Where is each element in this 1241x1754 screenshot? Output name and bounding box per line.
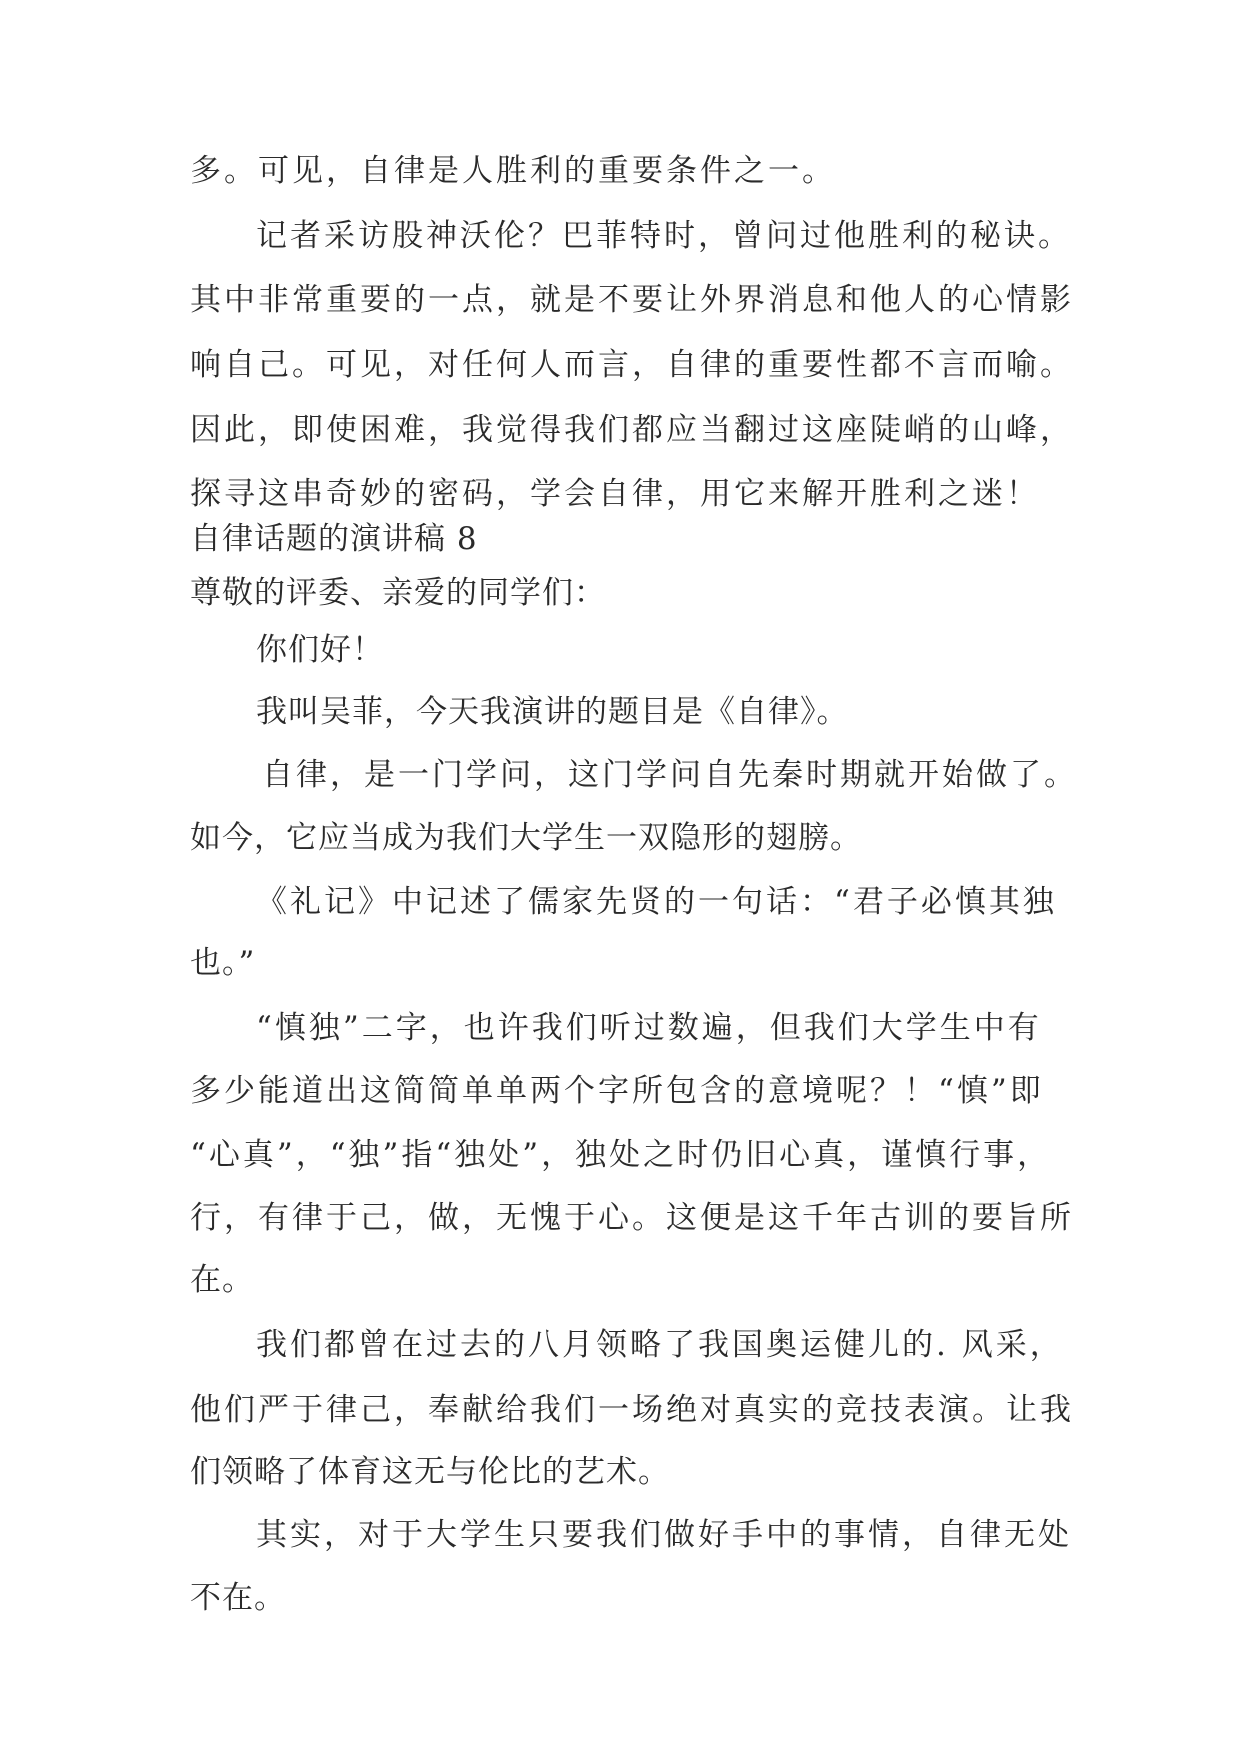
text-line-15: “慎独”二字，也许我们听过数遍，但我们大学生中有 xyxy=(256,1010,1042,1046)
text-line-6: 探寻这串奇妙的密码，学会自律，用它来解开胜利之迷！ xyxy=(190,476,1040,512)
text-line-13: 《礼记》中记述了儒家先贤的一句话：“君子必慎其独 xyxy=(256,884,1057,920)
text-line-16: 多少能道出这简简单单两个字所包含的意境呢？！“慎”即 xyxy=(190,1073,1044,1109)
text-line-1: 多。可见，自律是人胜利的重要条件之一。 xyxy=(190,153,836,189)
text-line-18: 行，有律于己，做，无愧于心。这便是这千年古训的要旨所 xyxy=(190,1200,1074,1236)
text-line-20: 我们都曾在过去的八月领略了我国奥运健儿的. 风采， xyxy=(256,1327,1064,1363)
text-line-2: 记者采访股神沃伦？巴菲特时，曾问过他胜利的秘诀。 xyxy=(256,218,1072,254)
text-line-10: 我叫吴菲，今天我演讲的题目是《自律》。 xyxy=(256,694,849,730)
text-line-22: 们领略了体育这无与伦比的艺术。 xyxy=(190,1454,670,1490)
text-line-23: 其实，对于大学生只要我们做好手中的事情，自律无处 xyxy=(256,1517,1072,1553)
text-line-17: “心真”，“独”指“独处”，独处之时仍旧心真，谨慎行事， xyxy=(190,1137,1052,1173)
text-line-21: 他们严于律己，奉献给我们一场绝对真实的竞技表演。让我 xyxy=(190,1392,1074,1428)
text-line-19: 在。 xyxy=(190,1262,254,1298)
text-line-12: 如今，它应当成为我们大学生一双隐形的翅膀。 xyxy=(190,820,862,856)
section-heading: 自律话题的演讲稿 8 xyxy=(190,521,478,557)
text-line-5: 因此，即使困难，我觉得我们都应当翻过这座陡峭的山峰， xyxy=(190,412,1074,448)
text-line-4: 响自己。可见，对任何人而言，自律的重要性都不言而喻。 xyxy=(190,347,1074,383)
salutation: 尊敬的评委、亲爱的同学们： xyxy=(190,575,606,611)
text-line-3: 其中非常重要的一点，就是不要让外界消息和他人的心情影 xyxy=(190,282,1074,318)
text-line-11: 自律，是一门学问，这门学问自先秦时期就开始做了。 xyxy=(262,757,1078,793)
text-line-14: 也。” xyxy=(190,945,256,981)
text-line-24: 不在。 xyxy=(190,1580,286,1616)
greeting: 你们好！ xyxy=(256,632,384,668)
